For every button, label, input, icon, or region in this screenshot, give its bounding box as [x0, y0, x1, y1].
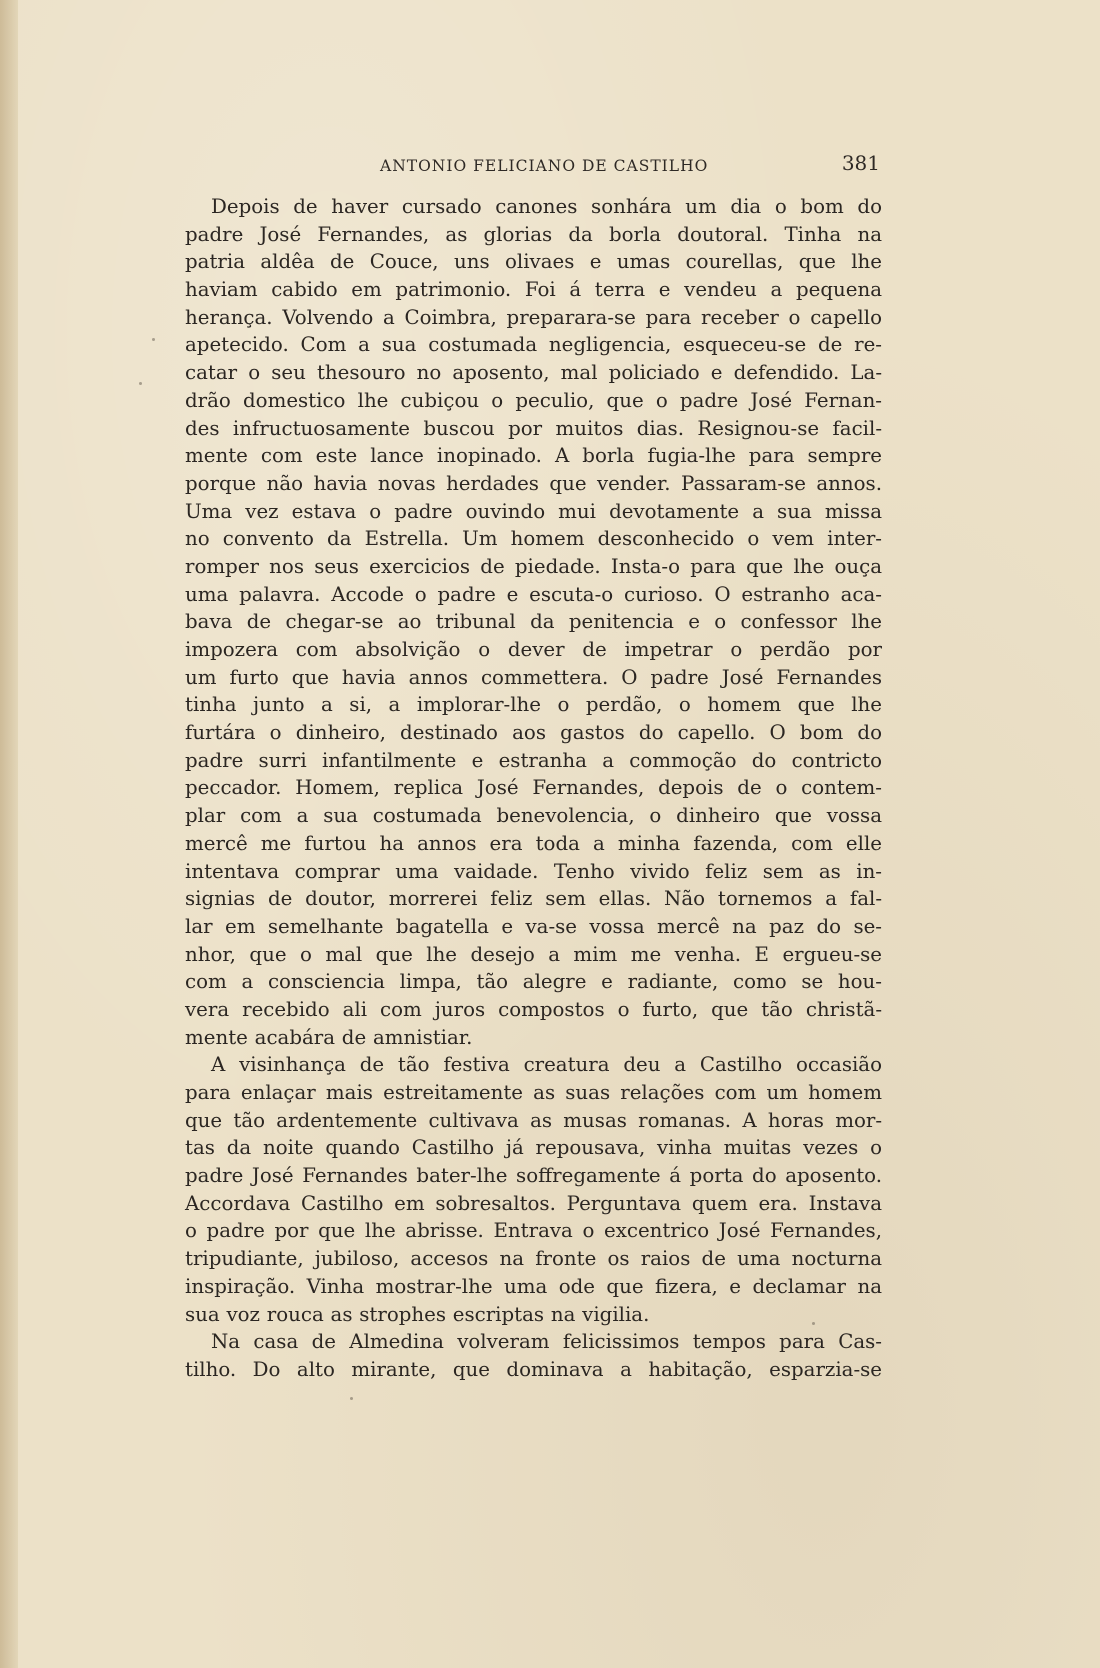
text-line: patria aldêa de Couce, uns olivaes e umas courellas, que lhe [185, 250, 882, 274]
text-line: Uma vez estava o padre ouvindo mui devotamente a sua missa [185, 499, 882, 523]
text-line: nhor, que o mal que lhe desejo a mim me venha. E ergueu-se [185, 942, 882, 966]
text-line: padre surri infantilmente e estranha a commoção do contricto [185, 748, 882, 772]
paper-speck [152, 338, 155, 341]
text-line: mercê me furtou ha annos era toda a minha fazenda, com elle [185, 831, 882, 855]
text-line: apetecido. Com a sua costumada negligencia, esqueceu-se de re- [185, 333, 882, 357]
page-gutter-shadow [0, 0, 18, 1668]
text-line: para enlaçar mais estreitamente as suas relações com um homem [185, 1081, 882, 1104]
text-line: tilho. Do alto mirante, que dominava a habitação, esparzia-se [185, 1357, 882, 1381]
text-line: com a consciencia limpa, tão alegre e radiante, como se hou- [185, 970, 882, 994]
text-line: furtára o dinheiro, destinado aos gastos do capello. O bom do [185, 721, 882, 745]
text-line: A visinhança de tão festiva creatura deu a Castilho occasião [211, 1053, 882, 1077]
text-line: padre José Fernandes, as glorias da borla doutoral. Tinha na [185, 222, 882, 246]
text-line: lar em semelhante bagatella e va-se vossa mercê na paz do se- [185, 914, 882, 938]
text-line: porque não havia novas herdades que vender. Passaram-se annos. [185, 471, 882, 495]
text-line: no convento da Estrella. Um homem desconhecido o vem inter- [185, 527, 882, 551]
text-line: plar com a sua costumada benevolencia, o dinheiro que vossa [185, 804, 882, 828]
text-line: que tão ardentemente cultivava as musas romanas. A horas mor- [185, 1108, 882, 1132]
page-header [180, 151, 880, 181]
text-line: inspiração. Vinha mostrar-lhe uma ode que fizera, e declamar na [185, 1274, 882, 1298]
text-line: haviam cabido em patrimonio. Foi á terra e vendeu a pequena [185, 278, 882, 302]
text-line: Accordava Castilho em sobresaltos. Perguntava quem era. Instava [185, 1191, 882, 1215]
paper-speck [812, 1322, 815, 1325]
paper-speck [139, 382, 142, 385]
text-line: uma palavra. Accode o padre e escuta-o curioso. O estranho aca- [185, 582, 882, 606]
text-line: intentava comprar uma vaidade. Tenho vivido feliz sem as in- [185, 859, 882, 883]
text-line: peccador. Homem, replica José Fernandes, depois de o contem- [185, 776, 882, 800]
text-line: catar o seu thesouro no aposento, mal policiado e defendido. La- [185, 361, 882, 385]
paper-speck [350, 1397, 353, 1400]
text-line: mente com este lance inopinado. A borla fugia-lhe para sempre [185, 444, 882, 468]
text-line: tas da noite quando Castilho já repousava, vinha muitas vezes o [185, 1136, 882, 1160]
text-line: vera recebido ali com juros compostos o furto, que tão christã- [185, 997, 882, 1021]
text-line: signias de doutor, morrerei feliz sem ellas. Não tornemos a fal- [185, 887, 882, 911]
text-line: um furto que havia annos commettera. O padre José Fernandes [185, 665, 882, 689]
text-line: bava de chegar-se ao tribunal da penitencia e o confessor lhe [185, 610, 882, 634]
page-number: 381 [841, 151, 880, 175]
text-line: herança. Volvendo a Coimbra, preparara-se para receber o capello [185, 305, 882, 329]
text-line: tripudiante, jubiloso, accesos na fronte os raios de uma nocturna [185, 1247, 882, 1271]
text-line: padre José Fernandes bater-lhe soffregamente á porta do aposento. [185, 1164, 882, 1188]
text-line: mente acabára de amnistiar. [185, 1025, 473, 1049]
text-line: des infructuosamente buscou por muitos dias. Resignou-se facil- [185, 416, 882, 440]
body-text [185, 193, 882, 1384]
text-line: tinha junto a si, a implorar-lhe o perdão, o homem que lhe [185, 693, 882, 717]
text-line: o padre por que lhe abrisse. Entrava o excentrico José Fernandes, [185, 1219, 882, 1243]
text-line: romper nos seus exercicios de piedade. Insta-o para que lhe ouça [185, 554, 882, 578]
text-line: Na casa de Almedina volveram felicissimos tempos para Cas- [211, 1330, 882, 1354]
text-line: sua voz rouca as strophes escriptas na vigilia. [185, 1302, 650, 1326]
text-line: Depois de haver cursado canones sonhára um dia o bom do [211, 195, 882, 218]
text-line: impozera com absolvição o dever de impetrar o perdão por [185, 638, 882, 661]
text-line: drão domestico lhe cubiçou o peculio, que o padre José Fernan- [185, 388, 882, 412]
running-title: ANTONIO FELICIANO DE CASTILHO [380, 157, 709, 175]
